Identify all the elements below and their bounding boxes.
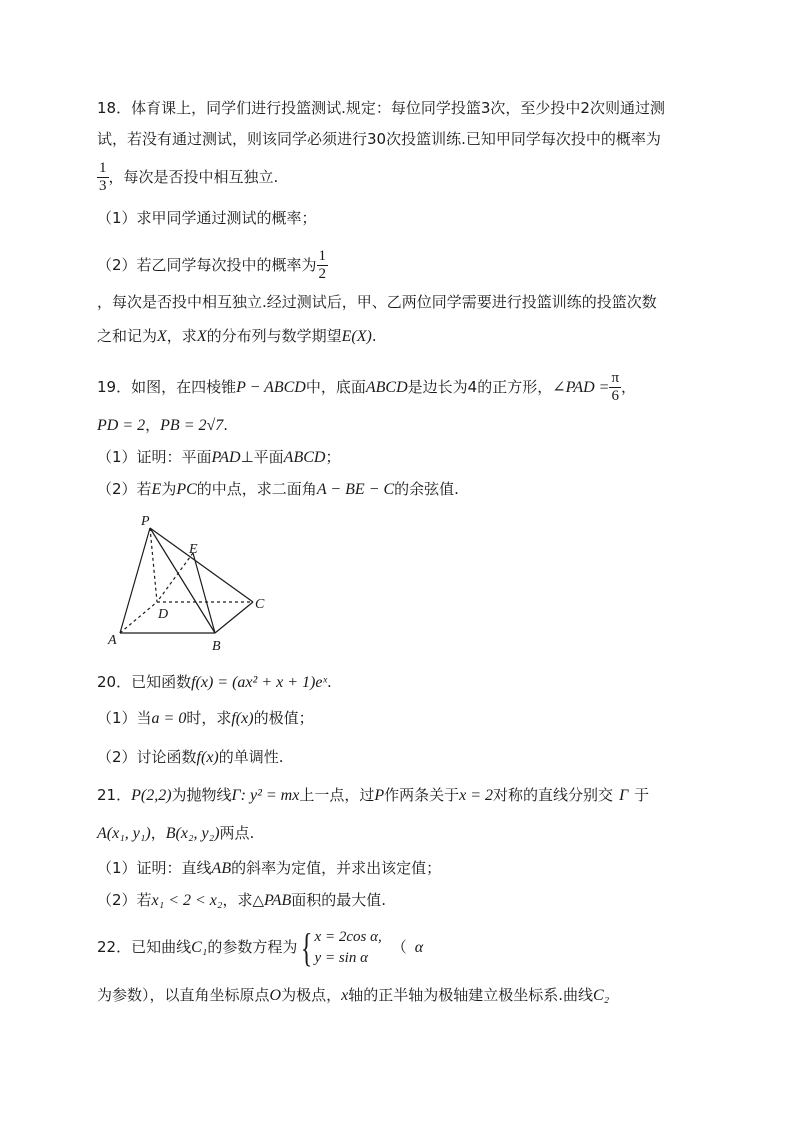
q21-part-1: （1）证明：直线AB的斜率为定值，并求出该定值； <box>97 859 442 877</box>
fraction-pi-over-6: $\frac{\pi}{6}$ <box>611 370 620 404</box>
fraction-one-third: $\frac{1}{3}$ <box>99 160 107 194</box>
q18-part-2: （2）若乙同学每次投中的概率为 $\frac{1}{2}$ <box>97 248 327 282</box>
q18-part-1: （1）求甲同学通过测试的概率； <box>97 209 317 227</box>
label-d: D <box>158 607 169 622</box>
left-brace: { <box>301 924 313 970</box>
edge-be <box>193 553 215 633</box>
q20-part-1: （1）当a = 0时，求f(x)的极值； <box>97 709 314 727</box>
q20-line-1: 20．已知函数f(x) = (ax² + x + 1)eˣ. <box>97 673 332 691</box>
q21-line-2: A(x₁, y₁)，B(x₂, y₂)两点. <box>97 824 255 842</box>
parametric-system: x = 2cos α, y = sin α <box>314 928 382 966</box>
edge-bc <box>215 602 253 633</box>
q18-line-6: ，每次是否投中相互独立.经过测试后，甲、乙两位同学需要进行投篮训练的投篮次数 <box>97 293 657 311</box>
edge-pa <box>120 528 150 633</box>
edge-pc <box>150 528 253 602</box>
pyramid-figure <box>105 510 280 655</box>
q22-line-2: 为参数），以直角坐标原点O为极点，x轴的正半轴为极轴建立极坐标系.曲线C₂ <box>97 986 610 1004</box>
q19-line-1: 19．如图，在四棱锥P − ABCD中，底面ABCD是边长为4的正方形，∠PAD = $\frac{\pi}{6}$ ， <box>97 370 637 404</box>
q20-part-2: （2）讨论函数f(x)的单调性. <box>97 748 284 766</box>
q18-line-3: $\frac{1}{3}$ ，每次是否投中相互独立. <box>99 160 279 194</box>
q18-line-2: 试，若没有通过测试，则该同学必须进行30次投篮训练.已知甲同学每次投中的概率为 <box>97 130 661 148</box>
fraction-one-half: $\frac{1}{2}$ <box>318 248 327 282</box>
q18-line-7: 之和记为X，求X的分布列与数学期望E(X). <box>97 327 377 345</box>
q22-line-1: 22．已知曲线C₁的参数方程为{ x = 2cos α, y = sin α （ α <box>97 924 424 970</box>
q19-line-2: PD = 2，PB = 2√7. <box>97 416 229 434</box>
q18-line-1: 18．体育课上，同学们进行投篮测试.规定：每位同学投篮3次，至少投中2次则通过测 <box>97 99 665 117</box>
label-c: C <box>255 597 265 612</box>
q19-part-1: （1）证明：平面PAD⊥平面ABCD； <box>97 448 341 466</box>
label-b: B <box>212 639 221 654</box>
label-a: A <box>108 633 117 648</box>
q19-part-2: （2）若E为PC的中点，求二面角A − BE − C的余弦值. <box>97 480 459 498</box>
q21-line-1: 21．P(2,2)为抛物线Γ: y² = mx上一点，过P作两条关于x = 2对称的直线分别交 Γ 于 <box>97 786 650 804</box>
label-p: P <box>141 514 150 529</box>
label-e: E <box>189 542 198 557</box>
edge-pd <box>150 528 157 602</box>
edge-ed <box>157 553 193 602</box>
edge-ad <box>120 602 157 633</box>
q21-part-2: （2）若x₁ < 2 < x₂，求△PAB面积的最大值. <box>97 891 387 909</box>
